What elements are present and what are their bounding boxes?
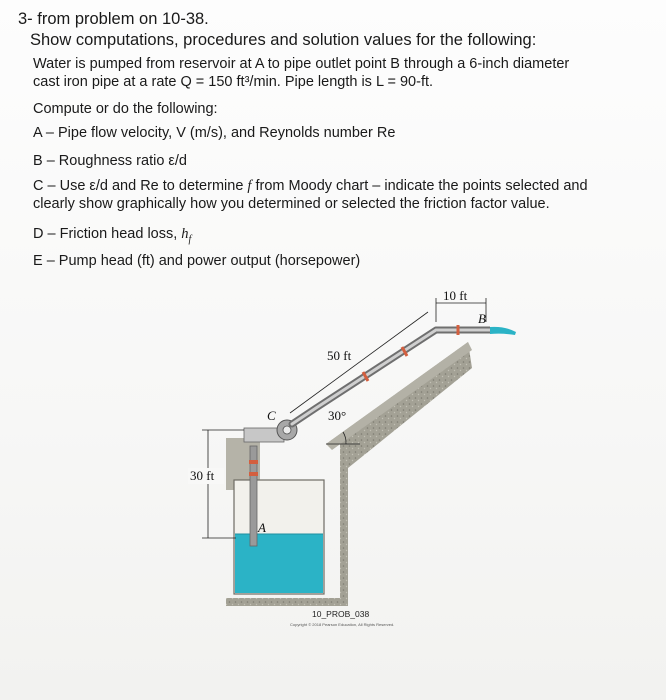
point-a-label: A — [258, 520, 266, 535]
dim-30ft-label: 30 ft — [190, 468, 215, 483]
task-b: B – Roughness ratio ε/d — [33, 153, 187, 169]
problem-number: 3- from problem on 10-38. — [18, 10, 209, 28]
instructions: Show computations, procedures and solution values for the following: — [30, 31, 537, 49]
friction-factor-symbol: f — [247, 178, 252, 194]
suction-flange-2 — [249, 472, 258, 476]
pump-hub — [283, 426, 291, 434]
task-d-prefix: D – Friction head loss, — [33, 226, 182, 242]
reservoir-water — [235, 534, 323, 593]
task-c-suffix: from Moody chart – indicate the points selected and — [251, 178, 588, 194]
problem-statement-line1: Water is pumped from reservoir at A to pipe outlet point B through a 6-inch diameter — [33, 56, 570, 72]
angle-label: 30° — [328, 408, 347, 423]
suction-flange-1 — [249, 460, 258, 464]
head-loss-symbol: h — [181, 226, 189, 242]
figure-caption: 10_PROB_038 — [312, 609, 370, 619]
task-a: A – Pipe flow velocity, V (m/s), and Reynolds number Re — [33, 125, 396, 141]
compute-intro: Compute or do the following: — [33, 101, 218, 117]
outlet-jet — [490, 327, 516, 335]
task-c-line2: clearly show graphically how you determined or selected the friction factor value. — [33, 196, 550, 212]
task-e: E – Pump head (ft) and power output (horsepower) — [33, 253, 361, 269]
problem-statement-line2: cast iron pipe at a rate Q = 150 ft³/min. Pipe length is L = 90-ft. — [33, 74, 434, 90]
point-c-label: C — [267, 408, 276, 423]
dim-10ft-label: 10 ft — [443, 288, 468, 303]
point-b-label: B — [478, 311, 486, 326]
figure-copyright: Copyright © 2018 Pearson Education, All Rights Reserved. — [290, 622, 395, 627]
task-c-prefix: C – Use ε/d and Re to determine — [33, 178, 248, 194]
head-loss-subscript: f — [188, 233, 192, 245]
dim-50ft-label: 50 ft — [327, 348, 352, 363]
